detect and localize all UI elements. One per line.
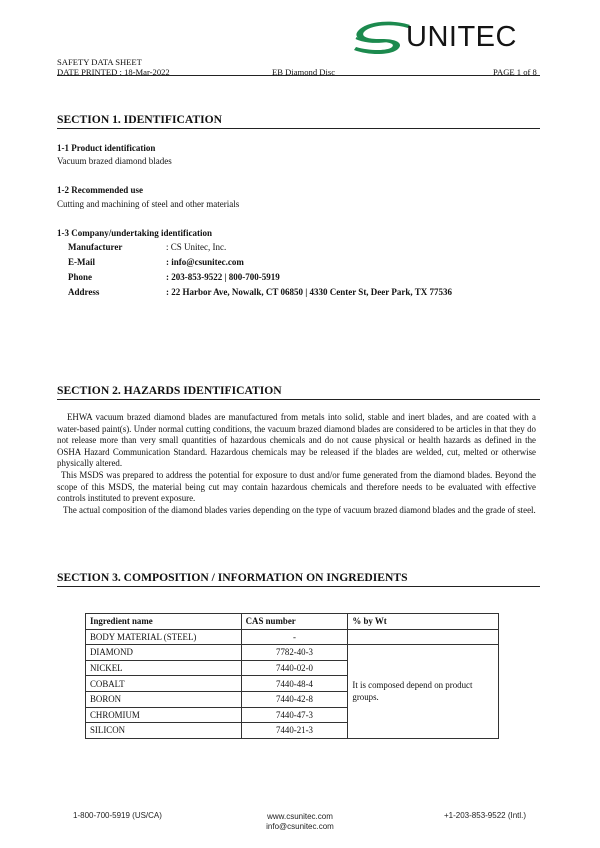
cas-number: 7440-42-8 (241, 691, 348, 707)
hazards-paragraph-2: This MSDS was prepared to address the potential for exposure to dust and/or fume generated from the diamond blades. Beyond the scope of this MSDS, the material being cut may contain hazardous chemicals and therefore needs to be evaluated with effective controls instituted to prevent exposure. (57, 469, 536, 504)
table-row (86, 645, 499, 661)
doc-type: SAFETY DATA SHEET (57, 57, 142, 67)
email-value[interactable]: : info@csunitec.com (166, 257, 244, 267)
ingredient-name-header: Ingredient name (86, 614, 242, 630)
cas-number: 7440-48-4 (241, 676, 348, 692)
weight-empty (348, 629, 499, 645)
product-id-title: 1-1 Product identification (57, 143, 156, 153)
cas-number-header: CAS number (241, 614, 348, 630)
ingredient-name: SILICON (86, 723, 242, 739)
email-label: E-Mail (68, 257, 95, 267)
ingredient-name: NICKEL (86, 660, 242, 676)
section-1-title: SECTION 1. IDENTIFICATION (57, 113, 540, 129)
cas-number: 7440-02-0 (241, 660, 348, 676)
weight-percent-header: % by Wt (348, 614, 499, 630)
weight-note: It is composed depend on product groups. (348, 645, 499, 739)
footer-website[interactable]: www.csunitec.com (267, 812, 333, 821)
phone-label: Phone (68, 272, 93, 282)
ingredients-table (85, 613, 499, 739)
company-id-title: 1-3 Company/undertaking identification (57, 228, 213, 238)
cs-swoosh-icon (352, 17, 414, 57)
ingredient-name: DIAMOND (86, 645, 242, 661)
cas-number: - (241, 629, 348, 645)
page-number: PAGE 1 of 8 (493, 67, 537, 77)
ingredient-name: COBALT (86, 676, 242, 692)
date-printed: DATE PRINTED : 18-Mar-2022 (57, 67, 170, 77)
cas-number: 7440-21-3 (241, 723, 348, 739)
cas-number: 7440-47-3 (241, 707, 348, 723)
section-2-title: SECTION 2. HAZARDS IDENTIFICATION (57, 384, 540, 400)
footer-phone-intl: +1-203-853-9522 (Intl.) (444, 811, 527, 820)
ingredient-name: BODY MATERIAL (STEEL) (86, 629, 242, 645)
header-rule (57, 75, 540, 76)
manufacturer-label: Manufacturer (68, 242, 123, 252)
footer-email[interactable]: info@csunitec.com (266, 822, 334, 831)
hazards-paragraph-3: The actual composition of the diamond blades varies depending on the type of vacuum brazed diamond blades and the grade of steel. (63, 504, 536, 515)
product-id-text: Vacuum brazed diamond blades (57, 156, 172, 166)
address-label: Address (68, 287, 100, 297)
footer-phone-us: 1-800-700-5919 (US/CA) (73, 811, 162, 820)
recommended-use-text: Cutting and machining of steel and other materials (57, 199, 240, 209)
recommended-use-title: 1-2 Recommended use (57, 185, 143, 195)
table-row (86, 629, 499, 645)
ingredient-name: BORON (86, 691, 242, 707)
hazards-text (57, 412, 536, 516)
table-header-row (86, 614, 499, 630)
phone-value: : 203-853-9522 | 800-700-5919 (166, 272, 280, 282)
address-value: : 22 Harbor Ave, Nowalk, CT 06850 | 4330 Center St, Deer Park, TX 77536 (166, 287, 452, 297)
section-3-title: SECTION 3. COMPOSITION / INFORMATION ON INGREDIENTS (57, 571, 540, 587)
ingredient-name: CHROMIUM (86, 707, 242, 723)
product-name: EB Diamond Disc (272, 67, 336, 77)
brand-name: UNITEC (406, 21, 517, 53)
cas-number: 7782-40-3 (241, 645, 348, 661)
manufacturer-value: : CS Unitec, Inc. (166, 242, 227, 252)
hazards-paragraph-1: EHWA vacuum brazed diamond blades are manufactured from metals into solid, stable and inert blades, and are coated with a water-based paint(s). Under normal cutting conditions, the vacuum brazed diamond blades are considered to be articles in that they do not release more than very small quantities of hazardous chemicals and do not cause physical or health hazards as defined in the OSHA Hazard Communication Standard. Hazardous chemicals may be released if the blades are welded, cut, melted or otherwise physically altered. (57, 412, 536, 469)
company-logo (352, 17, 542, 57)
